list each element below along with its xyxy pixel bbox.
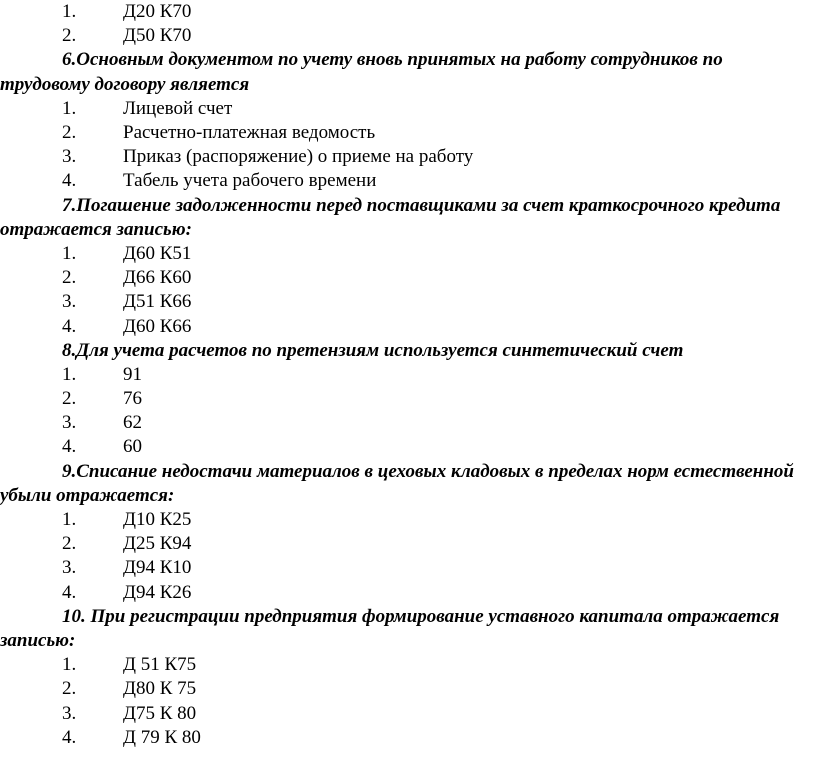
answer-option xyxy=(0,387,816,411)
answer-option xyxy=(0,556,816,580)
option-number: 2. xyxy=(62,121,77,143)
question-10: 10. При регистрации предприятия формирование уставного капитала отражается записью: xyxy=(0,605,780,651)
option-number: 1. xyxy=(62,97,77,119)
answer-option xyxy=(0,702,816,726)
answer-option xyxy=(0,290,816,314)
answer-option xyxy=(0,121,816,145)
answer-option xyxy=(0,169,816,193)
option-number: 4. xyxy=(62,581,77,603)
option-text: 62 xyxy=(123,412,142,434)
option-number: 1. xyxy=(62,242,77,264)
option-text: Д20 К70 xyxy=(123,1,192,22)
question-9: 9.Списание недостачи материалов в цеховых кладовых в пределах норм естественной убыли отражается: xyxy=(0,460,794,506)
option-number: 3. xyxy=(62,557,77,579)
option-text: Д60 К51 xyxy=(123,242,192,264)
option-text: Д50 К70 xyxy=(123,25,192,47)
option-text: Приказ (распоряжение) о приеме на работу xyxy=(123,146,474,168)
option-number: 3. xyxy=(62,702,77,724)
option-text: Д94 К10 xyxy=(123,557,192,579)
option-number: 4. xyxy=(62,436,77,458)
option-text: Д80 К 75 xyxy=(123,678,197,700)
option-text: Д10 К25 xyxy=(123,509,192,531)
answer-option xyxy=(0,145,816,169)
option-text: Д66 К60 xyxy=(123,267,192,289)
option-text: Табель учета рабочего времени xyxy=(123,170,377,192)
answer-option xyxy=(0,653,816,677)
option-text: 91 xyxy=(123,363,142,385)
option-number: 1. xyxy=(62,509,77,531)
question-8: 8.Для учета расчетов по претензиям используется синтетический счет xyxy=(62,339,684,361)
option-number: 2. xyxy=(62,533,77,555)
answer-option xyxy=(0,315,816,339)
option-number: 4. xyxy=(62,170,77,192)
option-number: 2. xyxy=(62,678,77,700)
answer-option xyxy=(0,677,816,701)
option-number: 3. xyxy=(62,291,77,313)
question-6: 6.Основным документом по учету вновь принятых на работу сотрудников по трудовому договору является xyxy=(0,49,723,95)
option-text: 60 xyxy=(123,436,142,458)
option-text: Д60 К66 xyxy=(123,315,192,337)
option-number: 1. xyxy=(62,1,77,22)
answer-option xyxy=(0,508,816,532)
option-number: 3. xyxy=(62,412,77,434)
answer-option xyxy=(0,435,816,459)
option-text: Д25 К94 xyxy=(123,533,192,555)
option-number: 4. xyxy=(62,315,77,337)
option-number: 3. xyxy=(62,146,77,168)
answer-option xyxy=(0,266,816,290)
option-text: Д 51 К75 xyxy=(123,654,197,676)
option-text: Д51 К66 xyxy=(123,291,192,313)
answer-option xyxy=(0,411,816,435)
option-number: 2. xyxy=(62,267,77,289)
answer-option xyxy=(0,0,816,24)
option-text: Д94 К26 xyxy=(123,581,192,603)
option-text: Расчетно-платежная ведомость xyxy=(123,121,376,143)
option-text: Лицевой счет xyxy=(123,97,233,119)
option-number: 2. xyxy=(62,25,77,47)
option-number: 1. xyxy=(62,654,77,676)
answer-option xyxy=(0,242,816,266)
answer-option xyxy=(0,363,816,387)
question-7: 7.Погашение задолженности перед поставщиками за счет краткосрочного кредита отражается записью: xyxy=(0,194,781,240)
answer-option xyxy=(0,24,816,48)
option-number: 1. xyxy=(62,363,77,385)
answer-option xyxy=(0,581,816,605)
answer-option xyxy=(0,97,816,121)
option-text: Д75 К 80 xyxy=(123,702,197,724)
answer-option xyxy=(0,532,816,556)
option-number: 4. xyxy=(62,726,77,748)
option-text: Д 79 К 80 xyxy=(123,726,201,748)
answer-option xyxy=(0,726,816,750)
option-text: 76 xyxy=(123,388,142,410)
option-number: 2. xyxy=(62,388,77,410)
